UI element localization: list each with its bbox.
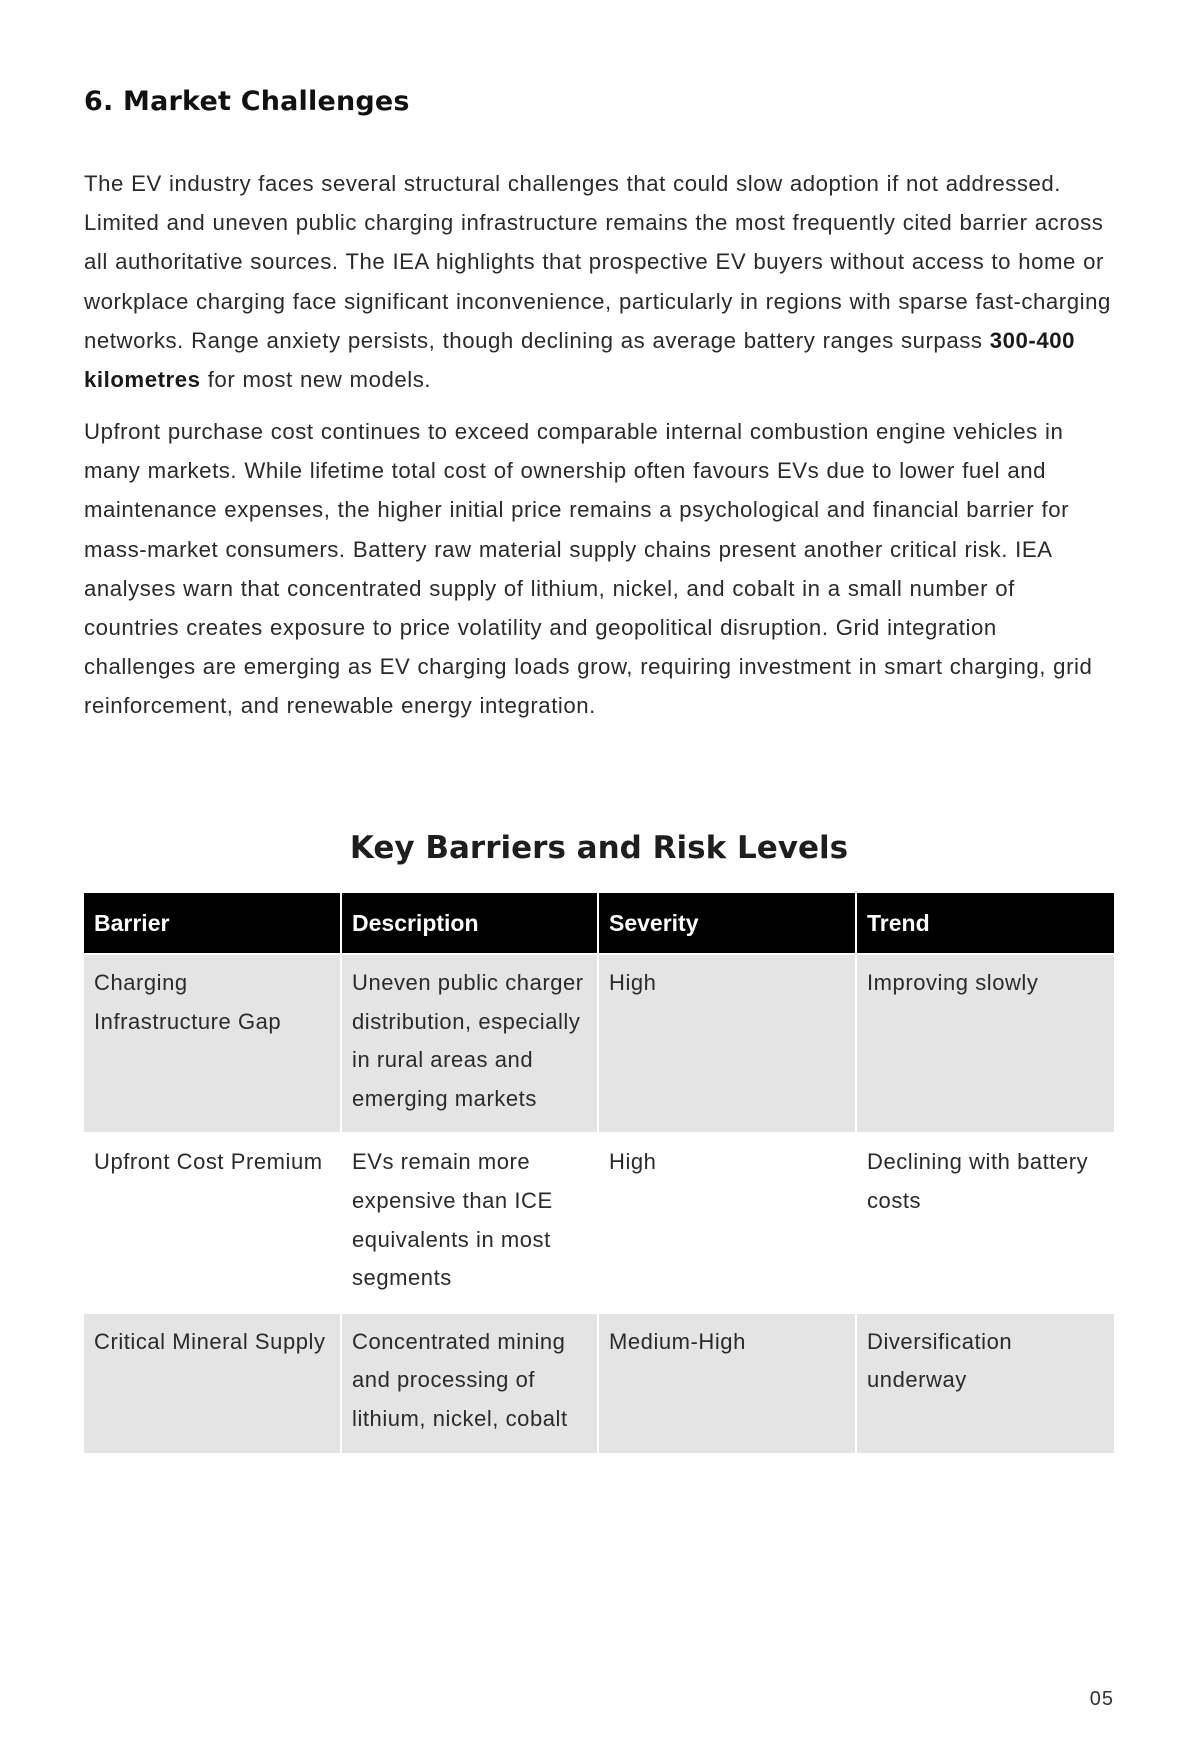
barriers-table — [84, 893, 1114, 1453]
header-barrier: Barrier — [84, 893, 341, 954]
cell-trend: Improving slowly — [856, 954, 1114, 1133]
cell-description: Concentrated mining and processing of lithium, nickel, cobalt — [341, 1313, 598, 1453]
cell-severity: High — [598, 1133, 856, 1312]
paragraph-1-text-end: for most new models. — [200, 367, 432, 393]
cell-trend: Declining with battery costs — [856, 1133, 1114, 1312]
table-title: Key Barriers and Risk Levels — [349, 830, 849, 866]
header-trend: Trend — [856, 893, 1114, 954]
paragraph-2: Upfront purchase cost continues to exceed comparable internal combustion engine vehicles in many markets. While lifetime total cost of ownership often favours EVs due to lower fuel and maintenance expenses, the higher initial price remains a psychological and financial barrier for mass-market consumers. Battery raw material supply chains present another critical risk. IEA analyses warn that concentrated supply of lithium, nickel, and cobalt in a small number of countries creates exposure to price volatility and geopolitical disruption. Grid integration challenges are emerging as EV charging loads grow, requiring investment in smart charging, grid reinforcement, and renewable energy integration. — [84, 419, 1093, 719]
cell-severity: High — [598, 954, 856, 1133]
header-description: Description — [341, 893, 598, 954]
cell-description: EVs remain more expensive than ICE equivalents in most segments — [341, 1133, 598, 1312]
cell-description: Uneven public charger distribution, especially in rural areas and emerging markets — [341, 954, 598, 1133]
paragraph-1-bold-range: 300-400 kilometres — [84, 327, 1075, 393]
header-severity: Severity — [598, 893, 856, 954]
cell-barrier: Critical Mineral Supply — [84, 1313, 341, 1453]
paragraph-1 — [84, 164, 1114, 399]
section-title: 6. Market Challenges — [84, 86, 410, 117]
table-row — [84, 1133, 1114, 1312]
table-header-row — [84, 893, 1114, 954]
table-row — [84, 954, 1114, 1133]
cell-barrier: Charging Infrastructure Gap — [84, 954, 341, 1133]
table-row — [84, 1313, 1114, 1453]
cell-severity: Medium-High — [598, 1313, 856, 1453]
cell-trend: Diversification underway — [856, 1313, 1114, 1453]
page-number: 05 — [1089, 1688, 1114, 1710]
paragraph-1-text-start: The EV industry faces several structural challenges that could slow adoption if not addressed. Limited and uneven public charging infrastructure remains the most frequently cited barrier across all authoritative sources. The IEA highlights that prospective EV buyers without access to home or workplace charging face significant inconvenience, particularly in regions with sparse fast-charging networks. Range anxiety persists, though declining as average battery ranges surpass — [84, 171, 1111, 353]
cell-barrier: Upfront Cost Premium — [84, 1133, 341, 1312]
